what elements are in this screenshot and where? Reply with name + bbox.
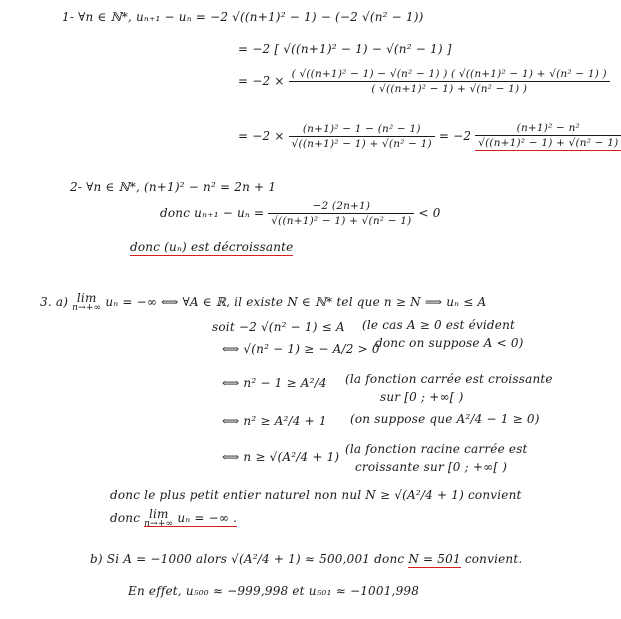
part3b-line1-text: Si A = −1000 alors √(A²/4 + 1) ≈ 500,001 donc — [106, 552, 405, 566]
part3a-line2-note-text: (le cas A ≥ 0 est évident — [362, 318, 516, 332]
part1-line4-result-fraction — [475, 122, 621, 151]
part2-line2-fraction — [268, 200, 414, 227]
part2-line2-denominator: √((n+1)² − 1) + √(n² − 1) — [271, 215, 412, 227]
part3a-line5-note — [350, 412, 540, 426]
part1-line2 — [238, 42, 452, 56]
part1-line4-fraction — [289, 123, 435, 150]
part1-line4 — [238, 122, 621, 151]
limit-word: lim — [76, 291, 97, 305]
part3a-line4-note2 — [380, 390, 463, 404]
final-limit-subscript: n→+∞ — [144, 519, 174, 529]
part3a-line5 — [222, 414, 327, 428]
part3a-line4 — [222, 376, 327, 390]
part1-line4-prefix: = −2 × — [238, 129, 285, 143]
part3a-line1-text: uₙ = −∞ ⟺ ∀A ∈ ℝ, il existe N ∈ ℕ* tel que n ≥ N ⟹ uₙ ≤ A — [105, 295, 487, 309]
part2-line2 — [160, 200, 441, 227]
part2-line1 — [70, 180, 276, 194]
part1-line4-result-denominator: √((n+1)² − 1) + √(n² − 1) — [478, 137, 619, 149]
part3a-line7 — [110, 488, 522, 502]
part3a-line4-text: ⟺ n² − 1 ≥ A²/4 — [222, 376, 327, 390]
limit-subscript: n→+∞ — [72, 303, 102, 313]
part1-line3 — [238, 68, 610, 95]
part3b-answer: N = 501 — [408, 552, 461, 566]
part3a-line6-note2-text: croissante sur [0 ; +∞[ ) — [355, 460, 508, 474]
part3a-line5-note-text: (on suppose que A²/4 − 1 ≥ 0) — [350, 412, 540, 426]
part3a-line2-text: soit −2 √(n² − 1) ≤ A — [212, 320, 345, 334]
part2-conclusion: donc (uₙ) est décroissante — [130, 240, 294, 254]
part2-line3 — [130, 240, 293, 254]
part1-line4-numerator: (n+1)² − 1 − (n² − 1) — [289, 123, 435, 137]
part3a-line3 — [222, 342, 380, 356]
part3a-line4-note2-text: sur [0 ; +∞[ ) — [380, 390, 464, 404]
part3b-line1-suffix: convient. — [464, 552, 523, 566]
part1-line3-fraction — [289, 68, 610, 95]
part3a-line8 — [110, 508, 237, 529]
part3a-line6 — [222, 450, 339, 464]
part2-line1-text: 2- ∀n ∈ ℕ*, (n+1)² − n² = 2n + 1 — [70, 180, 277, 194]
part3a-line1 — [40, 292, 486, 313]
part3a-line6-note1-text: (la fonction racine carrée est — [345, 442, 528, 456]
part3a-line3-note-text: donc on suppose A < 0) — [375, 336, 524, 350]
part2-line2-numerator: −2 (2n+1) — [268, 200, 414, 214]
part1-line1 — [62, 10, 424, 24]
part3a-line2-note — [362, 318, 515, 332]
part3a-line6-note1 — [345, 442, 528, 456]
part1-line4-result-numerator: (n+1)² − n² — [475, 122, 621, 136]
part1-line3-prefix: = −2 × — [238, 74, 285, 88]
part2-line2-prefix: donc uₙ₊₁ − uₙ = — [160, 206, 265, 220]
part3b-line2-text: En effet, u₅₀₀ ≈ −999,998 et u₅₀₁ ≈ −1001,998 — [128, 584, 420, 598]
part3a-line3-note — [375, 336, 524, 350]
part3a-final-limit — [144, 507, 238, 529]
part3b-line1 — [90, 552, 522, 566]
part3a-line7-text: donc le plus petit entier naturel non nul N ≥ √(A²/4 + 1) convient — [110, 488, 522, 502]
part3a-line3-text: ⟺ √(n² − 1) ≥ − A/2 > 0 — [222, 342, 380, 356]
part3a-line6-text: ⟺ n ≥ √(A²/4 + 1) — [222, 450, 340, 464]
part3a-label: 3. a) — [40, 295, 69, 309]
limit-operator — [72, 292, 101, 313]
final-limit-word: lim — [148, 507, 169, 521]
part3a-line4-note1 — [345, 372, 553, 386]
part3b-label: b) — [90, 552, 103, 566]
part3a-line4-note1-text: (la fonction carrée est croissante — [345, 372, 553, 386]
part1-line3-numerator: ( √((n+1)² − 1) − √(n² − 1) ) ( √((n+1)² − 1) + √(n² − 1) ) — [289, 68, 610, 82]
part3a-line5-text: ⟺ n² ≥ A²/4 + 1 — [222, 414, 327, 428]
part2-line2-suffix: < 0 — [418, 206, 441, 220]
part1-line3-denominator: ( √((n+1)² − 1) + √(n² − 1) ) — [371, 83, 528, 95]
part3b-line2 — [128, 584, 419, 598]
part1-line1-text: 1- ∀n ∈ ℕ*, uₙ₊₁ − uₙ = −2 √((n+1)² − 1) − (−2 √(n² − 1)) — [62, 10, 424, 24]
part3a-line8-text: uₙ = −∞ . — [177, 511, 238, 525]
part1-line4-denominator: √((n+1)² − 1) + √(n² − 1) — [291, 138, 432, 150]
part3a-line2 — [212, 320, 345, 334]
part1-line2-text: = −2 [ √((n+1)² − 1) − √(n² − 1) ] — [238, 42, 452, 56]
part1-line4-mid: = −2 — [438, 129, 472, 143]
part3a-line6-note2 — [355, 460, 507, 474]
final-limit-operator — [144, 508, 173, 529]
part3a-line8-prefix: donc — [110, 511, 141, 525]
